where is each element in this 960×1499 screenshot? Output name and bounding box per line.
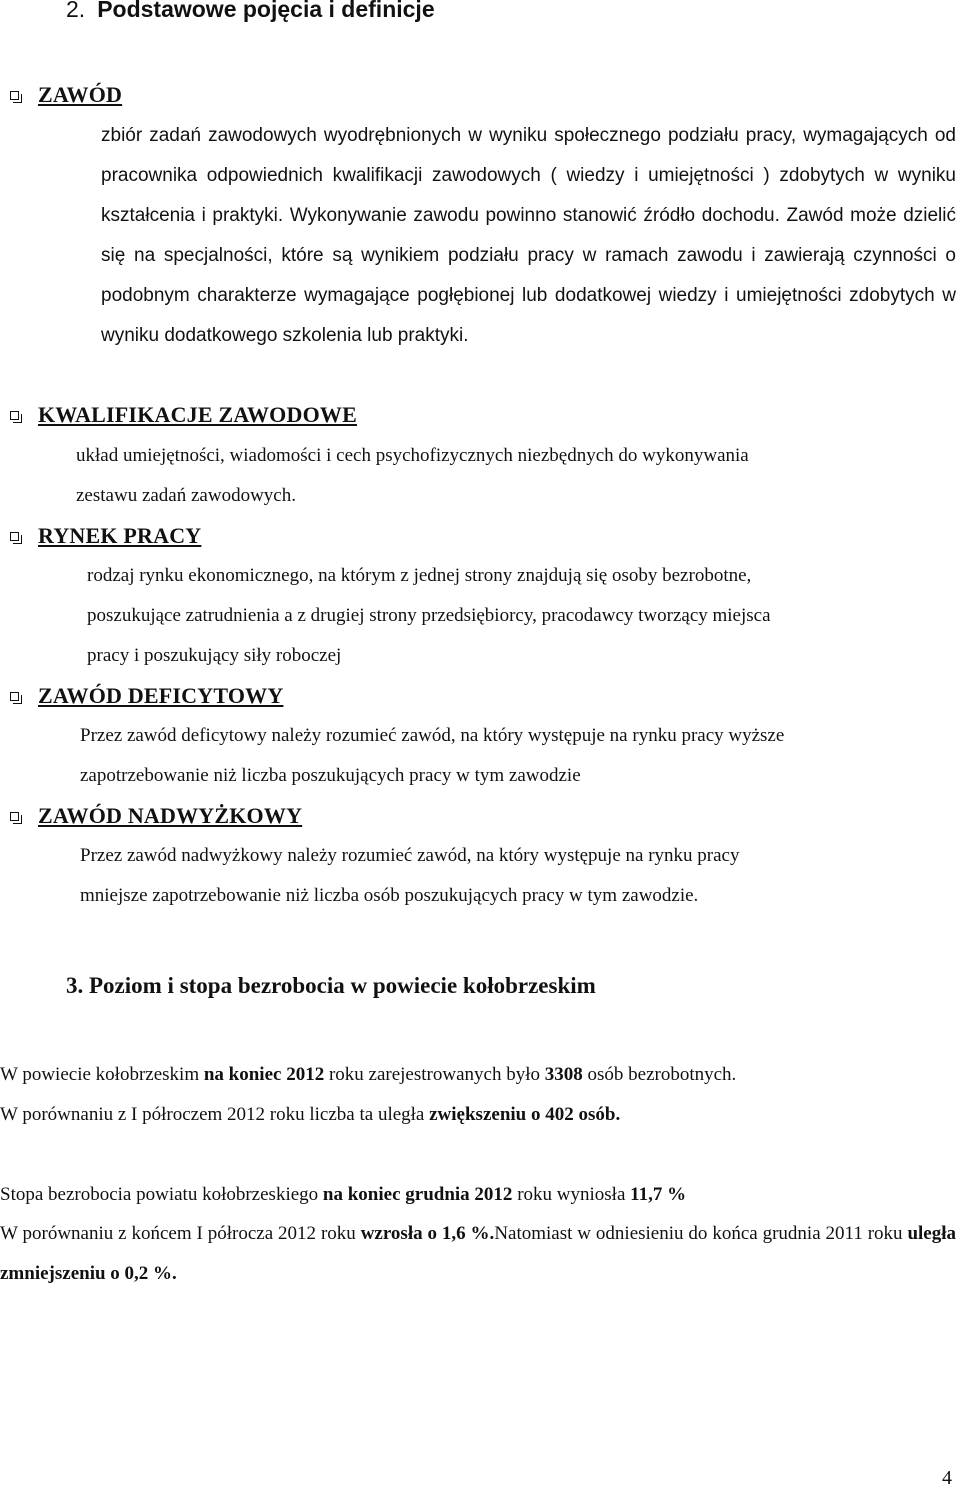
paragraph-rate-comparison	[0, 1214, 956, 1294]
paragraph-unemployed-count	[0, 1064, 736, 1086]
term-zawod-nadwyzkowy: ZAWÓD NADWYŻKOWY	[38, 803, 303, 828]
text-run-bold: na koniec 2012	[203, 1064, 325, 1085]
text-run: Stopa bezrobocia powiatu kołobrzeskiego	[0, 1184, 323, 1205]
section-2-title: Podstawowe pojęcia i definicje	[97, 0, 435, 22]
checkbox-bullet-icon	[10, 91, 19, 100]
term-zawod-deficytowy: ZAWÓD DEFICYTOWY	[38, 683, 284, 708]
definition-kwalifikacje-line: układ umiejętności, wiadomości i cech psychofizycznych niezbędnych do wykonywania	[76, 445, 749, 466]
definition-rynek-line: rodzaj rynku ekonomicznego, na którym z jednej strony znajdują się osoby bezrobotne,	[87, 565, 752, 586]
definition-nadwyzkowy-line: mniejsze zapotrzebowanie niż liczba osób poszukujących pracy w tym zawodzie.	[80, 885, 699, 906]
definition-rynek-line: pracy i poszukujący siły roboczej	[87, 645, 342, 666]
text-run-bold: zwiększeniu o 402 osób.	[429, 1104, 621, 1125]
text-run-bold: 3308	[544, 1064, 583, 1085]
section-2-heading	[66, 0, 435, 23]
text-run: W porównaniu z końcem I półrocza 2012 roku	[0, 1223, 361, 1244]
checkbox-bullet-icon	[10, 411, 19, 420]
page-number: 4	[942, 1467, 952, 1489]
definition-zawod: zbiór zadań zawodowych wyodrębnionych w wyniku społecznego podziału pracy, wymagających od pracownika odpowiednich kwalifikacji zawodowych ( wiedzy i umiejętności ) zdobytych w wyniku kształcenia i praktyki. Wykonywanie zawodu powinno stanowić źródło dochodu. Zawód może dzielić się na specjalności, które są wynikiem podziału pracy w ramach zawodu i zawierają czynności o podobnym charakterze wymagające pogłębionej lub dodatkowej wiedzy i umiejętności zdobytych w wyniku dodatkowego szkolenia lub praktyki.	[101, 125, 956, 346]
text-run-bold: na koniec grudnia 2012	[322, 1184, 513, 1205]
paragraph-comparison-half-year	[0, 1104, 620, 1126]
term-kwalifikacje: KWALIFIKACJE ZAWODOWE	[38, 402, 357, 427]
definition-nadwyzkowy-line: Przez zawód nadwyżkowy należy rozumieć zawód, na który występuje na rynku pracy	[80, 845, 740, 866]
definition-deficytowy-line: Przez zawód deficytowy należy rozumieć zawód, na który występuje na rynku pracy wyższe	[80, 725, 785, 746]
term-rynek-pracy: RYNEK PRACY	[38, 523, 202, 548]
definition-deficytowy-line: zapotrzebowanie niż liczba poszukujących pracy w tym zawodzie	[80, 765, 581, 786]
text-run-bold: 11,7 %	[630, 1184, 687, 1205]
definition-rynek-line: poszukujące zatrudnienia a z drugiej strony przedsiębiorcy, pracodawcy tworzący miejsca	[87, 605, 771, 626]
section-3-heading: 3. Poziom i stopa bezrobocia w powiecie kołobrzeskim	[66, 973, 596, 998]
checkbox-bullet-icon	[10, 692, 19, 701]
checkbox-bullet-icon	[10, 812, 19, 821]
paragraph-unemployment-rate	[0, 1184, 686, 1206]
text-run: W porównaniu z I półroczem 2012 roku liczba ta uległa	[0, 1104, 430, 1125]
text-run-bold: wzrosła o 1,6 %.	[360, 1223, 495, 1244]
text-run: osób bezrobotnych.	[582, 1064, 737, 1085]
text-run: W powiecie kołobrzeskim	[0, 1064, 204, 1085]
checkbox-bullet-icon	[10, 532, 19, 541]
text-run: Natomiast w odniesieniu do końca grudnia 2011 roku	[494, 1223, 908, 1244]
text-run: roku zarejestrowanych było	[324, 1064, 545, 1085]
section-2-number: 2.	[66, 0, 86, 22]
text-run: roku wyniosła	[512, 1184, 631, 1205]
definition-kwalifikacje-line: zestawu zadań zawodowych.	[76, 485, 296, 506]
term-zawod: ZAWÓD	[38, 82, 123, 107]
text-run-bold: uległa zmniejszeniu o 0,2 %.	[0, 1223, 957, 1284]
